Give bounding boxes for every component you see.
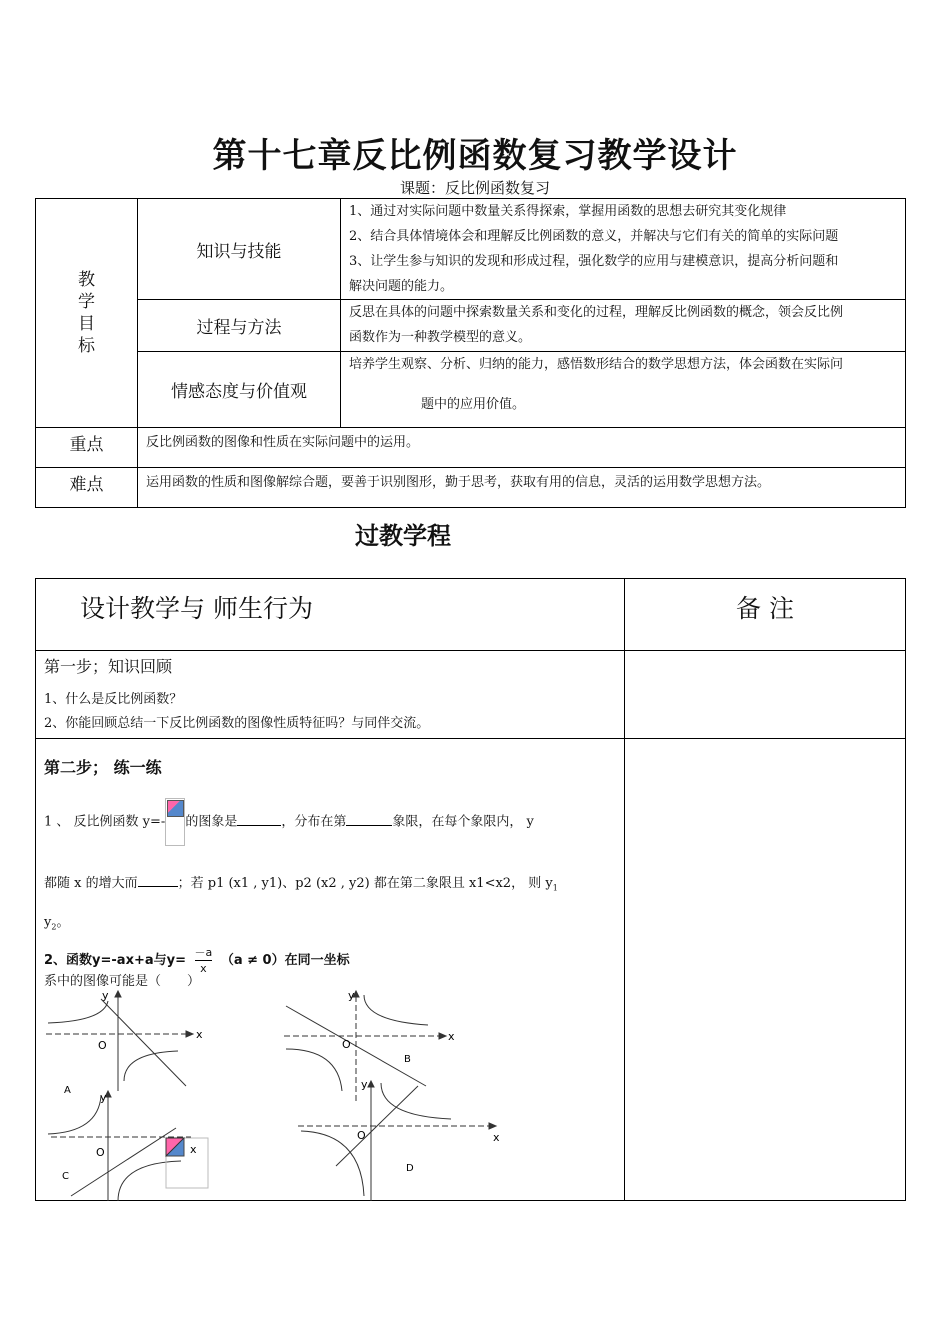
goal-line: 1、通过对实际问题中数量关系得探索，掌握用函数的思想去研究其变化规律 [349,204,787,219]
axis-label: x [493,1131,500,1144]
origin-label: O [357,1129,366,1142]
q2-text: 2、函数y=-ax+a与y= [44,953,186,969]
question-1-line-2: 都随 x 的增大而 ；若 p1 (x1 , y1)、p2 (x2 , y2) 都在第二象限且 x1<x2， 则 $y_1$ [44,876,558,893]
origin-label: O [96,1146,105,1159]
formula-image-placeholder-icon [165,798,185,846]
question-1-line-3: $y_2$。 [44,914,70,932]
q2-text: （a ≠ 0）在同一坐标 [220,953,350,969]
step1-notes [625,651,906,739]
q1-text: 象限，在每个象限内， y [392,814,534,830]
teaching-process-table [35,578,906,1201]
option-label: A [64,1085,71,1096]
origin-label: O [342,1038,351,1051]
difficulty-label: 难点 [36,468,138,508]
attitude-values-label: 情感态度与价值观 [138,352,341,428]
q2-text: 系中的图像可能是（ ） [44,974,201,990]
goal-line: 培养学生观察、分析、归纳的能力，感悟数形结合的数学思想方法，体会函数在实际问 [349,357,844,372]
q1-text: 1 、 反比例函数 y=- [44,814,166,830]
key-point-label: 重点 [36,428,138,468]
axis-label: y [361,1078,368,1091]
goal-line: 函数作为一种教学模型的意义。 [349,330,532,345]
goal-line: 反思在具体的问题中探索数量关系和变化的过程，理解反比例函数的概念，领会反比例 [349,305,844,320]
teaching-goals-label [36,199,138,428]
q1-text: ，分布在第 [281,814,347,830]
difficulty-content: 运用函数的性质和图像解综合题，要善于识别图形，勤于思考，获取有用的信息，灵活的运用数学思想方法。 [138,468,906,508]
key-point-content: 反比例函数的图像和性质在实际问题中的运用。 [138,428,906,468]
process-title: 过教学程 [355,522,451,550]
goal-line: 题中的应用价值。 [421,397,526,412]
graph-d [298,1081,496,1201]
step2-cell [36,739,625,1201]
answer-graphs [46,989,500,1201]
knowledge-skill-label: 知识与技能 [138,199,341,300]
question-2 [44,945,616,989]
page-title: 第十七章反比例函数复习教学设计 [212,136,738,176]
graph-a [46,991,193,1091]
process-method-label: 过程与方法 [138,300,341,352]
teaching-goals-table [35,198,906,508]
attitude-values-content [341,352,906,428]
knowledge-skill-content [341,199,906,300]
step1-question-1: 1、什么是反比例函数？ [44,692,183,707]
goals-label-char: 目 [78,314,95,334]
option-label: D [406,1163,414,1174]
option-label: B [404,1054,411,1065]
goals-label-char: 学 [78,292,95,312]
step1-question-2: 2、你能回顾总结一下反比例函数的图像性质特征吗？与同伴交流。 [44,716,430,731]
goals-label-char: 教 [78,270,95,290]
q1-text: ；若 p1 (x1 , y1)、p2 (x2 , y2) 都在第二象限且 x1<x2， 则 y [177,876,553,891]
q1-text: y [44,914,52,930]
q1-text: 的图象是 [185,814,238,830]
step2-title: 第二步； 练一练 [44,758,162,777]
fraction-numerator: －a [194,946,213,960]
step1-cell [36,651,625,739]
axis-label: y [102,989,109,1002]
process-method-content [341,300,906,352]
axis-label: x [196,1028,203,1041]
origin-label: O [98,1039,107,1052]
lesson-subtitle: 课题：反比例函数复习 [399,179,550,197]
goals-label-char: 标 [78,336,95,356]
fraction-denominator: x [200,962,207,976]
process-header-left: 设计教学与 师生行为 [36,579,625,651]
goal-line: 解决问题的能力。 [349,279,454,294]
step1-title: 第一步；知识回顾 [44,657,173,676]
step2-notes [625,739,906,1201]
q1-text: 。 [56,914,70,930]
goal-line: 2、结合具体情境体会和理解反比例函数的意义，并解决与它们有关的简单的实际问题 [349,229,839,244]
process-header-right: 备 注 [625,579,906,651]
goal-line: 3、让学生参与知识的发现和形成过程，强化数学的应用与建模意识，提高分析问题和 [349,254,839,269]
axis-label: y [100,1091,107,1104]
q2-fraction [195,945,213,976]
question-1-line-1 [44,798,616,846]
axis-label: x [190,1143,197,1156]
axis-label: x [448,1030,455,1043]
graph-c [48,1091,208,1201]
axis-label: y [348,989,355,1002]
q1-text: 都随 x 的增大而 [44,876,138,891]
option-label: C [62,1171,69,1182]
